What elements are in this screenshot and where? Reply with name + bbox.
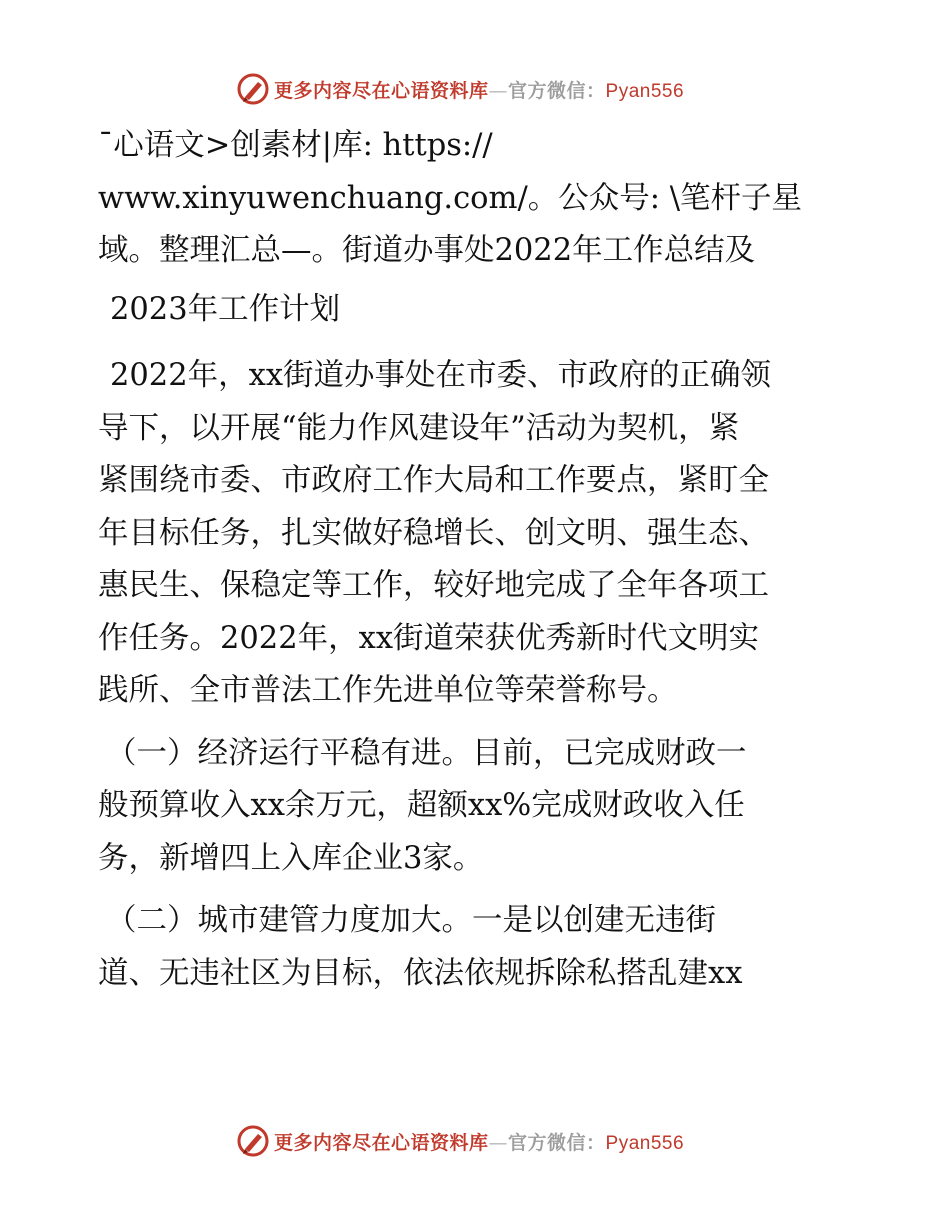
watermark-wechat-id: Pyan556 xyxy=(605,80,685,102)
paragraph-line: 紧围绕市委、市政府工作大局和工作要点，紧盯全 xyxy=(98,463,769,498)
paragraph-line: （二）城市建管力度加大。一是以创建无违街 xyxy=(106,903,716,938)
paragraph-line: 惠民生、保稳定等工作，较好地完成了全年各项工 xyxy=(98,568,769,603)
paragraph-line: 务，新增四上入库企业3家。 xyxy=(98,840,484,876)
paragraph-line: 作任务。2022年，xx街道荣获优秀新时代文明实 xyxy=(98,620,760,656)
title-line: 2023年工作计划 xyxy=(110,291,341,327)
watermark-brand: 更多内容尽在心语资料库 xyxy=(274,79,489,102)
watermark-dash: — xyxy=(488,79,509,102)
watermark-header xyxy=(236,72,684,106)
pen-logo-icon xyxy=(236,72,270,106)
watermark-dash: — xyxy=(488,1131,509,1154)
intro-paragraph xyxy=(98,350,858,718)
paragraph-line: 践所、全市普法工作先进单位等荣誉称号。 xyxy=(98,673,678,708)
watermark-official: 官方微信： xyxy=(508,79,606,102)
pen-logo-icon xyxy=(236,1124,270,1158)
watermark-footer xyxy=(236,1124,684,1158)
header-line: www.xinyuwenchuang.com/。公众号: \笔杆子星 xyxy=(98,180,802,216)
paragraph-line: 导下，以开展“能力作风建设年”活动为契机，紧 xyxy=(98,410,740,446)
document-body xyxy=(98,120,858,1000)
paragraph-line: 般预算收入xx余万元，超额xx%完成财政收入任 xyxy=(98,788,745,823)
section-2-paragraph xyxy=(98,895,858,1000)
section-1-paragraph xyxy=(98,728,858,886)
watermark-text xyxy=(274,1128,684,1155)
watermark-wechat-id: Pyan556 xyxy=(605,1132,685,1154)
paragraph-line: 2022年，xx街道办事处在市委、市政府的正确领 xyxy=(110,358,772,393)
header-paragraph xyxy=(98,120,858,278)
header-line: 域。整理汇总—。街道办事处2022年工作总结及 xyxy=(98,233,756,268)
header-line: ¯心语文>创素材|库: https:// xyxy=(98,128,493,163)
watermark-brand: 更多内容尽在心语资料库 xyxy=(274,1131,489,1154)
watermark-text xyxy=(274,76,684,103)
paragraph-line: 年目标任务，扎实做好稳增长、创文明、强生态、 xyxy=(98,515,769,551)
watermark-official: 官方微信： xyxy=(508,1131,606,1154)
paragraph-line: 道、无违社区为目标，依法依规拆除私搭乱建xx xyxy=(98,955,743,991)
paragraph-line: （一）经济运行平稳有进。目前，已完成财政一 xyxy=(106,735,747,771)
document-title xyxy=(98,284,858,337)
